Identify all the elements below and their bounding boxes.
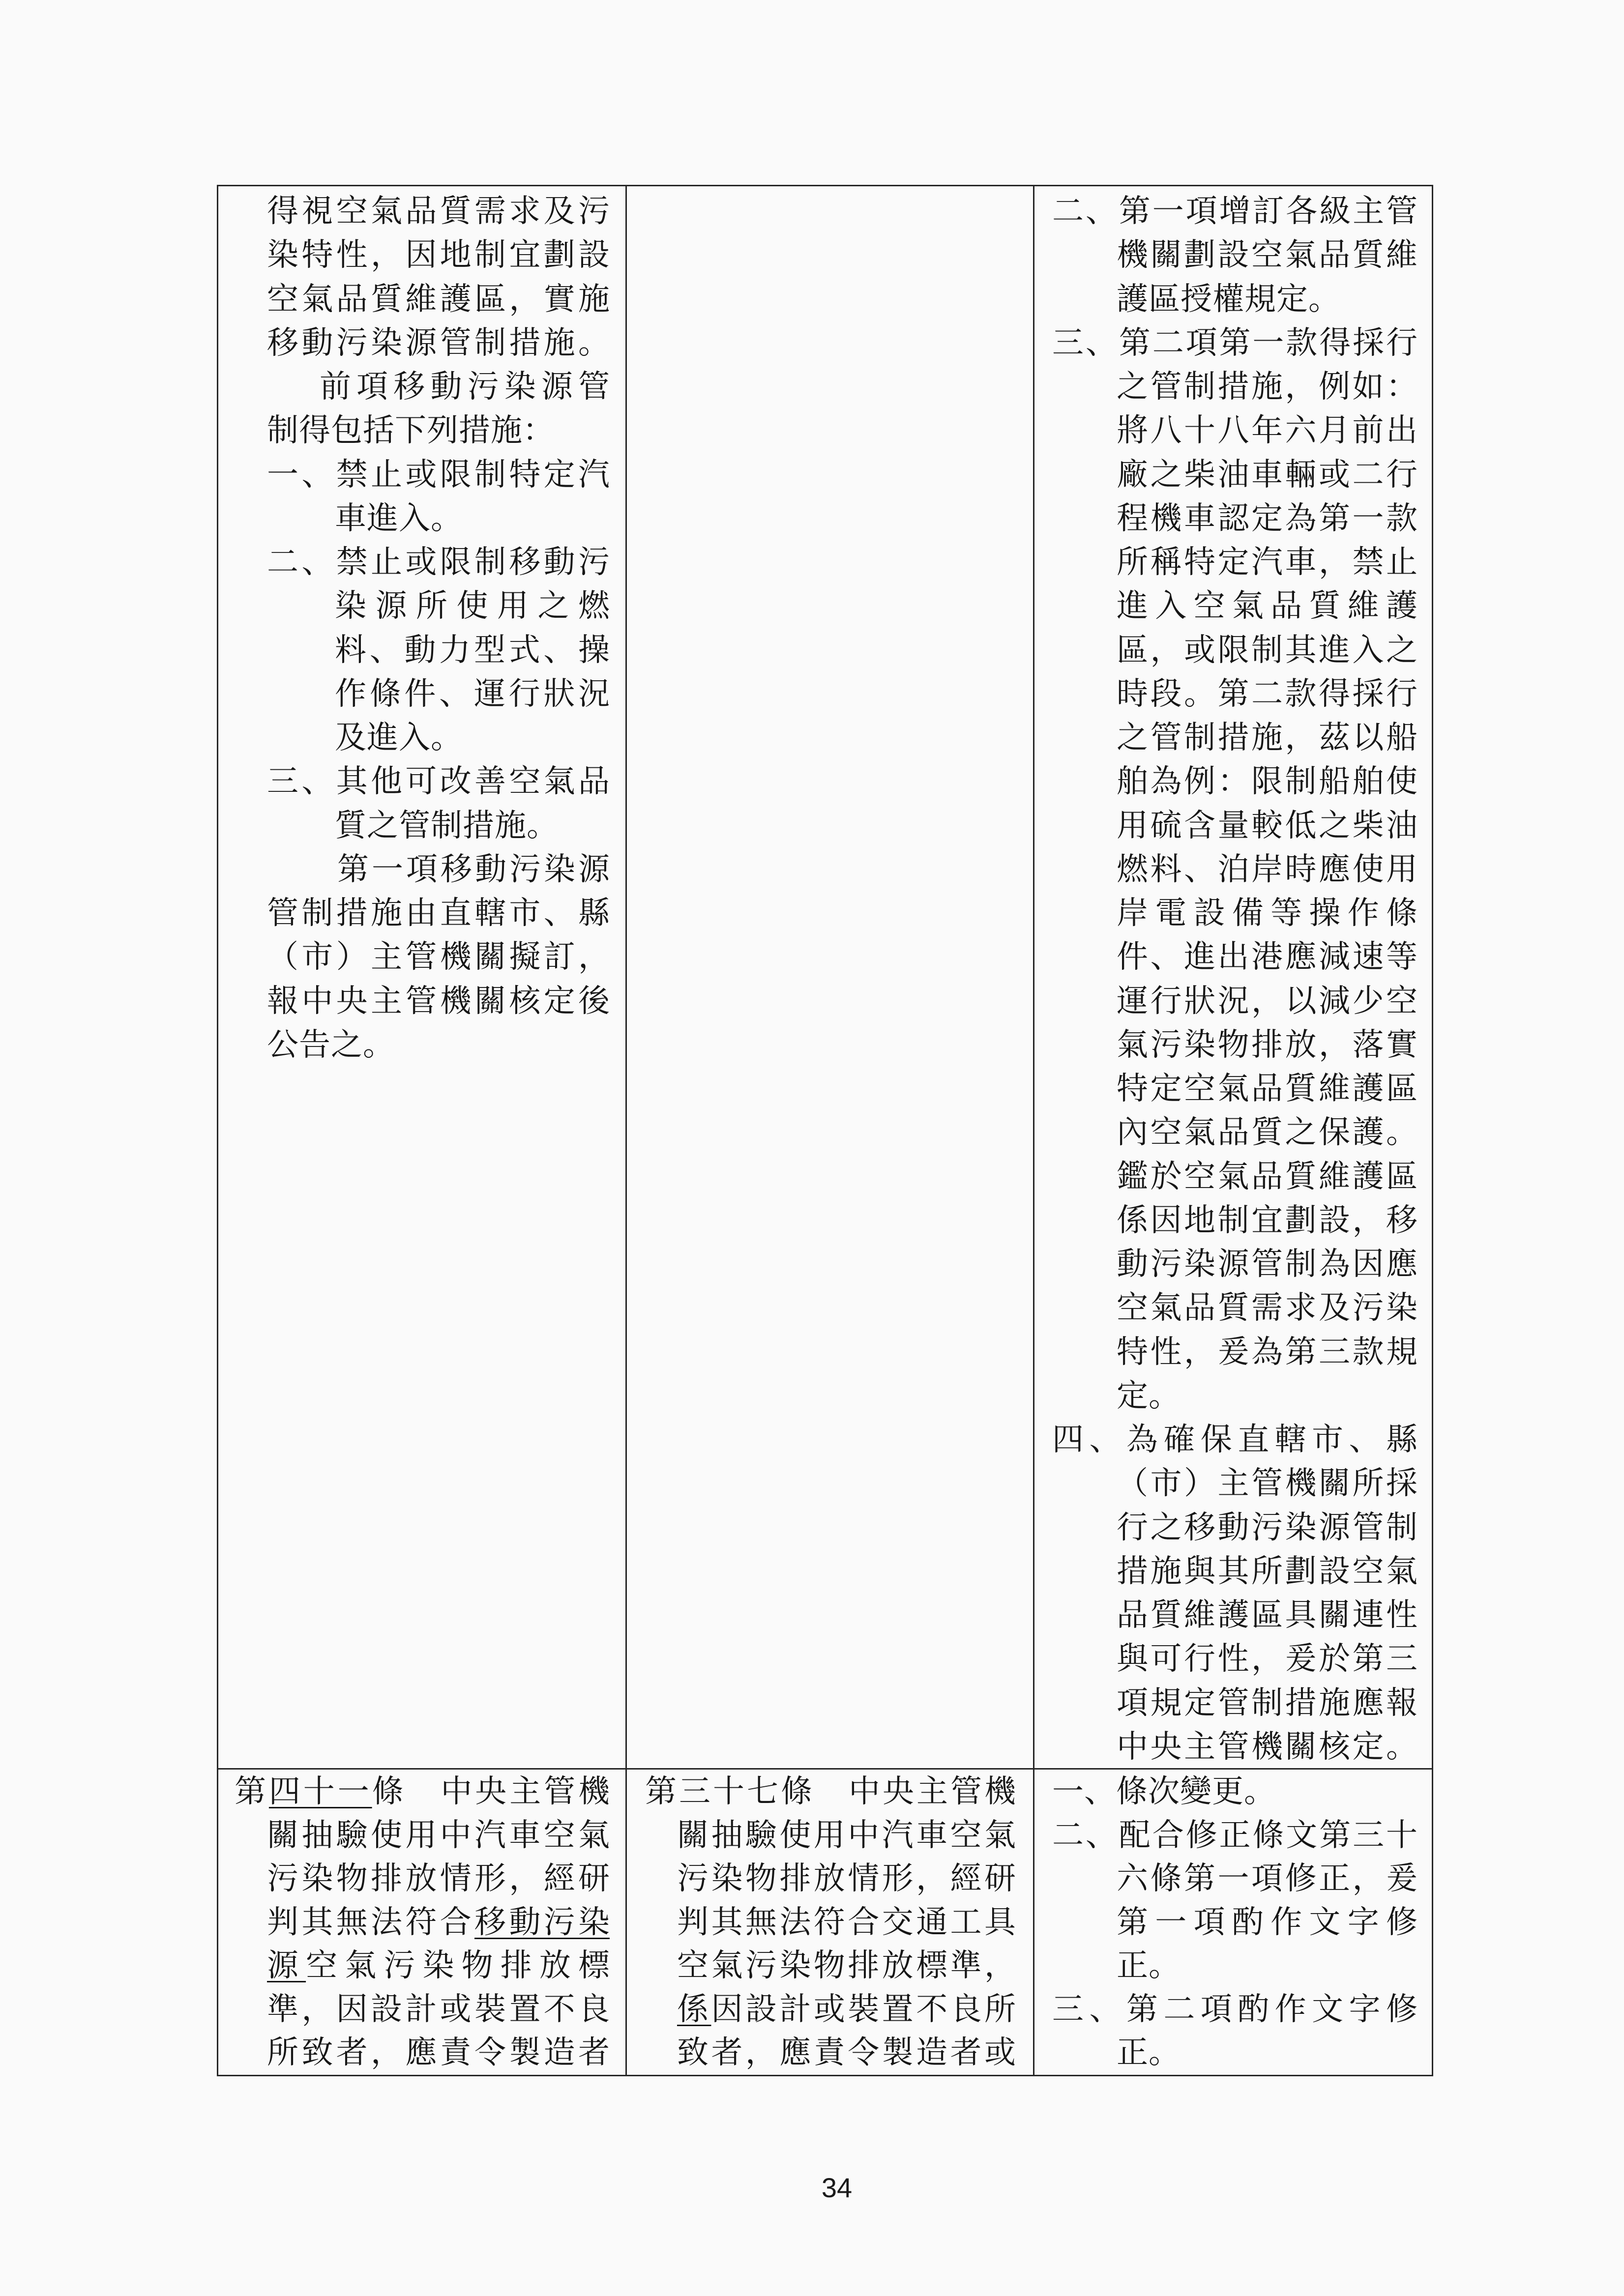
text-line: 公告之。: [267, 1026, 395, 1063]
text-line: 污染物排放情形，經研: [267, 1860, 610, 1897]
article-heading-line: 第三十七條 中央主管機: [645, 1773, 1016, 1810]
text-line: 區，或限制其進入之: [1117, 632, 1417, 668]
list-item-line: 三、其他可改善空氣品: [267, 763, 610, 800]
list-item-line: 二、禁止或限制移動污: [267, 544, 610, 581]
explanation-cell: [1033, 1770, 1433, 2075]
paragraph-start-line: 前項移動污染源管: [320, 369, 610, 405]
text-line: 岸電設備等操作條: [1117, 895, 1417, 931]
list-item-line: 三、第二項酌作文字修: [1052, 1991, 1417, 2028]
list-item-line: 二、配合修正條文第三十: [1052, 1817, 1417, 1854]
text-line: 運行狀況，以減少空: [1117, 983, 1417, 1019]
text-line: 作條件、運行狀況: [335, 675, 610, 712]
text-line: 動污染源管制為因應: [1117, 1246, 1417, 1282]
text-line: （市）主管機關擬訂，: [267, 939, 610, 976]
text-line: 所稱特定汽車，禁止: [1117, 544, 1417, 581]
text-line: 鑑於空氣品質維護區: [1117, 1158, 1417, 1195]
text-segment: 因設計或裝置不良所: [711, 1991, 1016, 2028]
text-line: 染源所使用之燃: [335, 588, 610, 625]
text-line: 報中央主管機關核定後: [267, 983, 610, 1019]
underlined-text: 係: [677, 1991, 711, 2028]
text-line: 空氣品質需求及污染: [1117, 1290, 1417, 1327]
text-line: 定。: [1117, 1377, 1181, 1414]
text-line: 準，因設計或裝置不良: [267, 1991, 610, 2028]
text-line: 與可行性，爰於第三: [1117, 1641, 1417, 1678]
text-line: 得視空氣品質需求及污: [267, 193, 610, 230]
paragraph-start-line: 第一項移動污染源: [337, 851, 610, 888]
text-line: 程機車認定為第一款: [1117, 500, 1417, 537]
text-line: 正。: [1117, 2034, 1181, 2071]
text-line: 染特性，因地制宜劃設: [267, 237, 610, 274]
underlined-text: 四十一: [268, 1773, 372, 1810]
text-line: 質之管制措施。: [335, 807, 559, 844]
text-line: [267, 1901, 610, 1945]
text-line: 管制措施由直轄市、縣: [267, 895, 610, 931]
text-line: 項規定管制措施應報: [1117, 1685, 1417, 1721]
text-line: 所致者，應責令製造者: [267, 2034, 610, 2071]
text-line: 機關劃設空氣品質維: [1117, 237, 1417, 274]
text-line: 及進入。: [335, 720, 463, 756]
text-line: 正。: [1117, 1947, 1181, 1984]
text-line: （市）主管機關所採: [1117, 1465, 1417, 1502]
text-line: 判其無法符合交通工具: [677, 1904, 1016, 1941]
list-item-line: 一、禁止或限制特定汽: [267, 456, 610, 493]
text-line: 中央主管機關核定。: [1117, 1728, 1417, 1765]
text-line: 進入空氣品質維護: [1117, 588, 1417, 625]
text-line: 車進入。: [335, 500, 463, 537]
text-line: 廠之柴油車輛或二行: [1117, 456, 1417, 493]
page-number: 34: [821, 2172, 853, 2203]
text-line: 係因地制宜劃設，移: [1117, 1202, 1417, 1239]
list-item-line: 一、條次變更。: [1052, 1773, 1276, 1810]
text-line: 護區授權規定。: [1117, 281, 1340, 318]
text-line: 之管制措施，例如：: [1117, 369, 1417, 405]
text-line: 制得包括下列措施：: [267, 412, 555, 449]
text-line: 時段。第二款得採行: [1117, 675, 1417, 712]
text-line: 第一項酌作文字修: [1117, 1904, 1417, 1941]
list-item-line: 二、第一項增訂各級主管: [1052, 193, 1417, 230]
text-line: 料、動力型式、操: [335, 632, 610, 668]
text-line: [267, 1944, 610, 1988]
underlined-text: 移動污染: [474, 1904, 610, 1941]
text-line: 品質維護區具關連性: [1117, 1597, 1417, 1633]
text-line: 空氣品質維護區，實施: [267, 281, 610, 318]
list-item-line: 三、第二項第一款得採行: [1052, 324, 1417, 361]
text-line: 特性，爰為第三款規: [1117, 1334, 1417, 1370]
text-line: 氣污染物排放，落實: [1117, 1026, 1417, 1063]
underlined-text: 源: [267, 1947, 306, 1984]
text-line: [677, 1988, 1016, 2032]
text-line: 關抽驗使用中汽車空氣: [267, 1817, 610, 1854]
text-line: 特定空氣品質維護區: [1117, 1071, 1417, 1107]
text-line: 移動污染源管制措施。: [267, 324, 610, 361]
text-line: 六條第一項修正，爰: [1117, 1860, 1417, 1897]
text-line: 空氣污染物排放標準，: [677, 1947, 1016, 1984]
text-line: 燃料、泊岸時應使用: [1117, 851, 1417, 888]
text-segment: 條 中央主管機: [372, 1773, 610, 1810]
explanation-cell: [1033, 190, 1433, 1769]
text-line: 行之移動污染源管制: [1117, 1509, 1417, 1546]
text-line: 致者，應責令製造者或: [677, 2034, 1016, 2071]
text-line: 措施與其所劃設空氣: [1117, 1553, 1417, 1590]
text-line: 內空氣品質之保護。: [1117, 1114, 1417, 1151]
list-item-line: 四、為確保直轄市、縣: [1052, 1422, 1417, 1458]
amended-article-cell: [217, 1770, 626, 2075]
article-heading-line: [235, 1770, 610, 1814]
amended-article-cell: [217, 190, 626, 1067]
text-line: 用硫含量較低之柴油: [1117, 807, 1417, 844]
text-line: 污染物排放情形，經研: [677, 1860, 1016, 1897]
text-line: 之管制措施，茲以船: [1117, 720, 1417, 756]
text-line: 關抽驗使用中汽車空氣: [677, 1817, 1016, 1854]
current-article-cell: [626, 1770, 1033, 2075]
text-segment: 判其無法符合: [267, 1904, 474, 1941]
text-line: 舶為例：限制船舶使: [1117, 763, 1417, 800]
text-line: 將八十八年六月前出: [1117, 412, 1417, 449]
text-line: 件、進出港應減速等: [1117, 939, 1417, 976]
text-segment: 空氣污染物排放標: [306, 1947, 610, 1984]
text-segment: 第: [235, 1773, 269, 1810]
